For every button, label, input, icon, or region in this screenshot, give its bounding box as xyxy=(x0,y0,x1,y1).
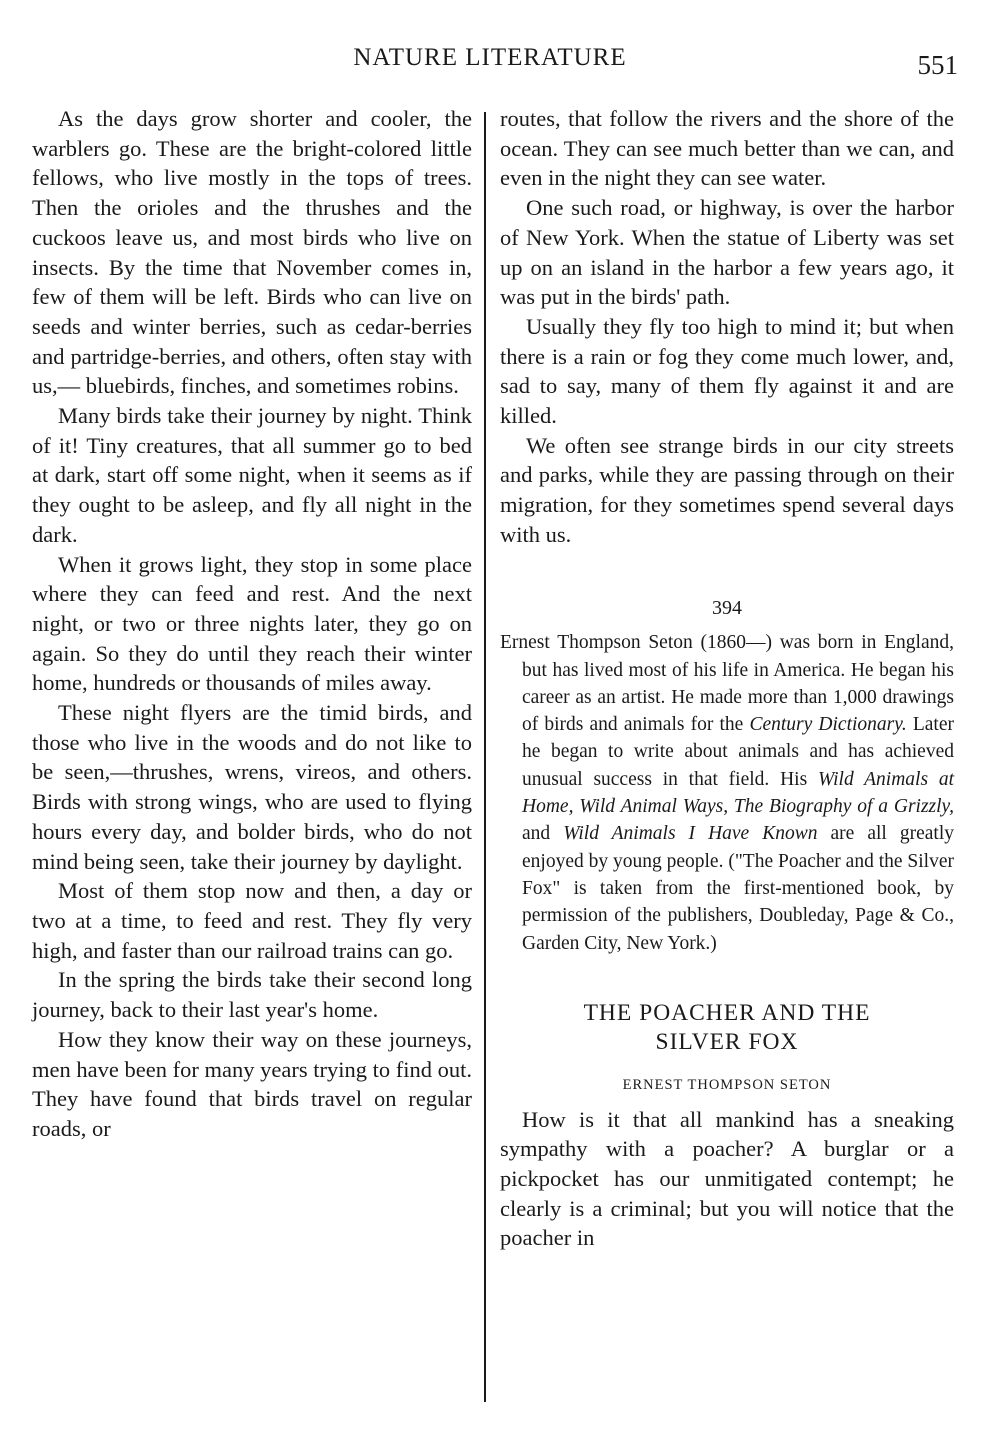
paragraph: In the spring the birds take their second long journey, back to their last year's home. xyxy=(32,967,472,1023)
left-column xyxy=(32,104,472,1144)
running-title: NATURE LITERATURE xyxy=(353,44,627,71)
paragraph: How is it that all mankind has a sneaking sympathy with a poacher? A burglar or a pickpocket has our unmitigated contempt; he clearly is a criminal; but you will notice that the poacher in xyxy=(500,1106,954,1251)
story-title-line: THE POACHER AND THE xyxy=(583,999,871,1026)
paragraph: Most of them stop now and then, a day or two at a time, to feed and rest. They fly very high, and faster than our railroad trains can go. xyxy=(32,878,472,963)
paragraph: When it grows light, they stop in some place where they can feed and rest. And the next night, or two or three nights later, they go on again. So they do until they reach their winter home, hundreds or thousands of miles away. xyxy=(32,551,472,696)
paragraph-continuation: routes, that follow the rivers and the shore of the ocean. They can see much better than we can, and even in the night they can see water. xyxy=(500,106,954,191)
right-column xyxy=(500,104,954,1253)
story-text xyxy=(500,1105,954,1254)
note-text: Later he began to write about animals and has achieved unusual success in that field. His xyxy=(522,714,954,790)
biographical-note xyxy=(500,629,954,957)
note-text: and xyxy=(522,823,564,845)
story-title xyxy=(500,999,954,1057)
paragraph: Many birds take their journey by night. Think of it! Tiny creatures, that all summer go to bed at dark, start off some night, when it seems as if they ought to be asleep, and fly all night in the dark. xyxy=(32,403,472,547)
note-text: Ernest Thompson Seton (1860—) was born in England, but has lived most of his life in America. He began his career as an artist. He made more than 1,000 drawings of birds and animals for the xyxy=(500,632,954,736)
note-text: are all greatly enjoyed by young people. ("The Poacher and the Silver Fox" is taken from the first-mentioned book, by permission of the publishers, Doubleday, Page & Co., Garden City, New York.) xyxy=(522,823,955,954)
paragraph: We often see strange birds in our city streets and parks, while they are passing through on their migration, for they sometimes spend several days with us. xyxy=(500,432,954,547)
note-work-title: Wild Animals at Home, Wild Animal Ways, The Biography of a Grizzly, xyxy=(522,768,954,818)
column-divider xyxy=(484,112,486,1402)
page-number: 551 xyxy=(917,50,958,80)
story-title-line: SILVER FOX xyxy=(655,1028,799,1055)
note-work-title: Wild Animals I Have Known xyxy=(563,823,818,845)
running-head xyxy=(0,44,1000,84)
note-number: 394 xyxy=(712,596,742,619)
paragraph: As the days grow shorter and cooler, the warblers go. These are the bright-colored little fellows, who live mostly in the tops of trees. Then the orioles and the thrushes and the cuckoos leave us, and most birds who live on insects. By the time that November comes in, few of them will be left. Birds who can live on seeds and winter berries, such as cedar-berries and partridge-berries, and others, often stay with us,— bluebirds, finches, and sometimes robins. xyxy=(32,106,472,399)
note-work-title: Century Dictionary. xyxy=(749,714,907,736)
paragraph: Usually they fly too high to mind it; but when there is a rain or fog they come much lower, and, sad to say, many of them fly against it and are killed. xyxy=(500,313,954,429)
paragraph: These night flyers are the timid birds, and those who live in the woods and do not like to be seen,—thrushes, wrens, vireos, and others. Birds with strong wings, who are used to flying hours every day, and bolder birds, who do not mind being seen, take their journey by daylight. xyxy=(32,700,472,874)
paragraph: One such road, or highway, is over the harbor of New York. When the statue of Liberty was set up on an island in the harbor a few years ago, it was put in the birds' path. xyxy=(500,195,954,310)
paragraph: How they know their way on these journeys, men have been for many years trying to find out. They have found that birds travel on regular roads, or xyxy=(32,1026,472,1141)
story-author: ERNEST THOMPSON SETON xyxy=(622,1076,832,1093)
